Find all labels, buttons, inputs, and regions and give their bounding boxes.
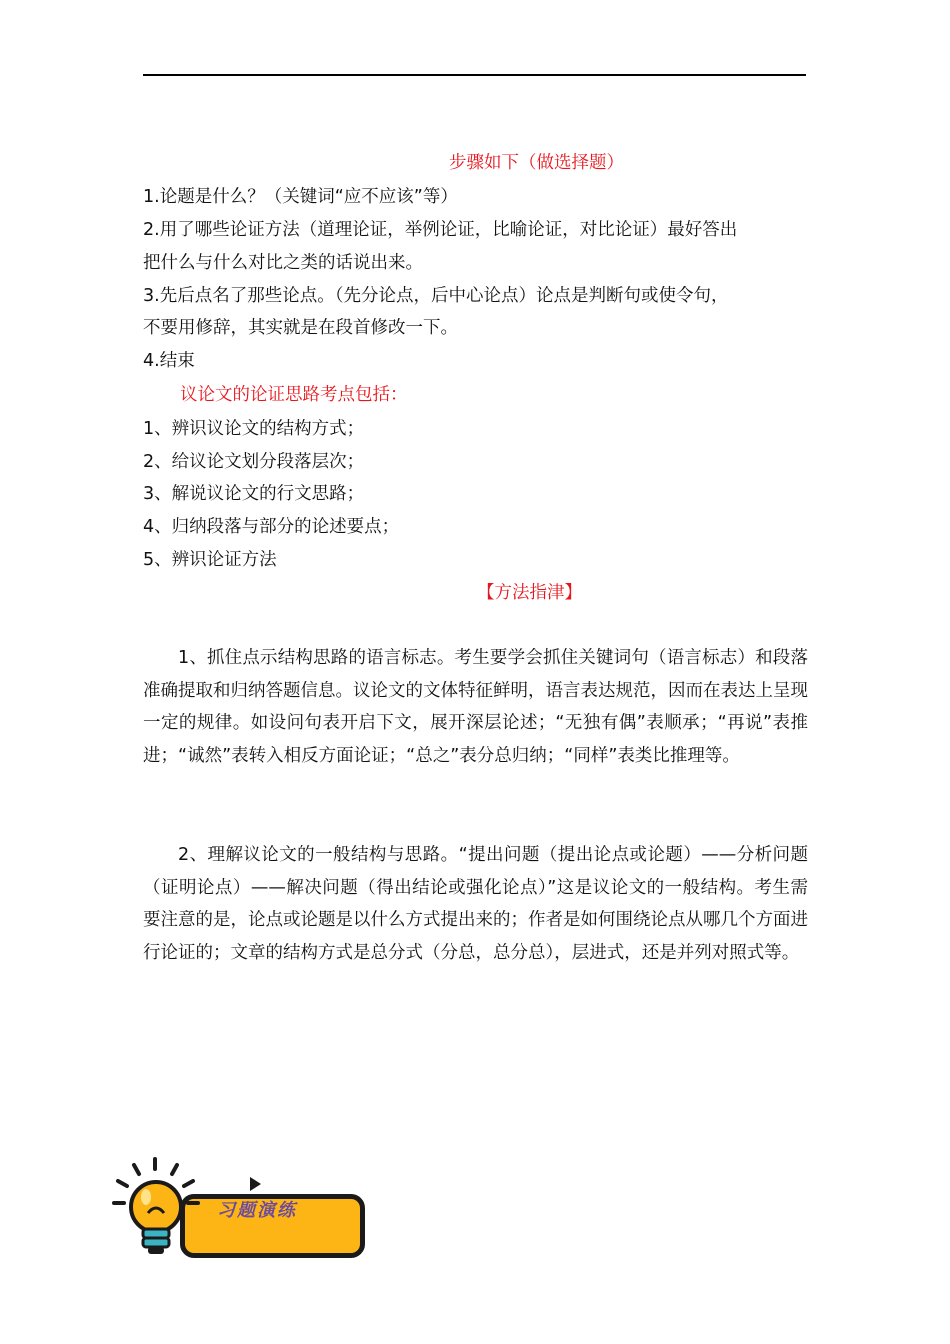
badge-label: 习题演练 — [217, 1200, 297, 1221]
method-paragraph-2: 2、理解议论文的一般结构与思路。“提出问题（提出论点或论题）——分析问题（证明论点）——解决问题（得出结论或强化论点）”这是议论文的一般结构。考生需要注意的是，论点或论题是以什么方式提出来的；作者是如何围绕论点从哪几个方面进行论证的；文章的结构方式是总分式（分总，总分总），层进式，还是并列对照式等。 — [143, 845, 808, 963]
steps-heading: 步骤如下（做选择题） — [449, 153, 624, 173]
step-item-1: 1.论题是什么？（关键词“应不应该”等） — [143, 187, 458, 207]
method-paragraph-1: 1、抓住点示结构思路的语言标志。考生要学会抓住关键词句（语言标志）和段落准确提取和归纳答题信息。议论文的文体特征鲜明，语言表达规范，因而在表达上呈现一定的规律。如设问句表开启下文，展开深层论述；“无独有偶”表顺承；“再说”表推进；“诚然”表转入相反方面论证；“总之”表分总归纳；“同样”表类比推理等。 — [143, 648, 808, 766]
exam-points-heading: 议论文的论证思路考点包括： — [180, 385, 408, 405]
step-item-3-cont: 不要用修辞，其实就是在段首修改一下。 — [143, 318, 458, 338]
exam-point-3: 3、解说议论文的行文思路； — [143, 484, 365, 504]
header-rule — [143, 74, 806, 76]
step-item-2: 2.用了哪些论证方法（道理论证，举例论证，比喻论证，对比论证）最好答出 — [143, 220, 738, 240]
method-heading: 【方法指津】 — [477, 583, 582, 603]
step-item-4: 4.结束 — [143, 351, 195, 371]
exam-point-1: 1、辨识议论文的结构方式； — [143, 419, 365, 439]
exam-point-4: 4、归纳段落与部分的论述要点； — [143, 517, 400, 537]
step-item-3: 3.先后点名了那些论点。（先分论点，后中心论点）论点是判断句或使令句， — [143, 286, 729, 306]
exam-point-5: 5、辨识论证方法 — [143, 550, 277, 570]
step-item-2-cont: 把什么与什么对比之类的话说出来。 — [143, 253, 423, 273]
practice-badge — [110, 1155, 380, 1270]
exam-point-2: 2、给议论文划分段落层次； — [143, 452, 365, 472]
